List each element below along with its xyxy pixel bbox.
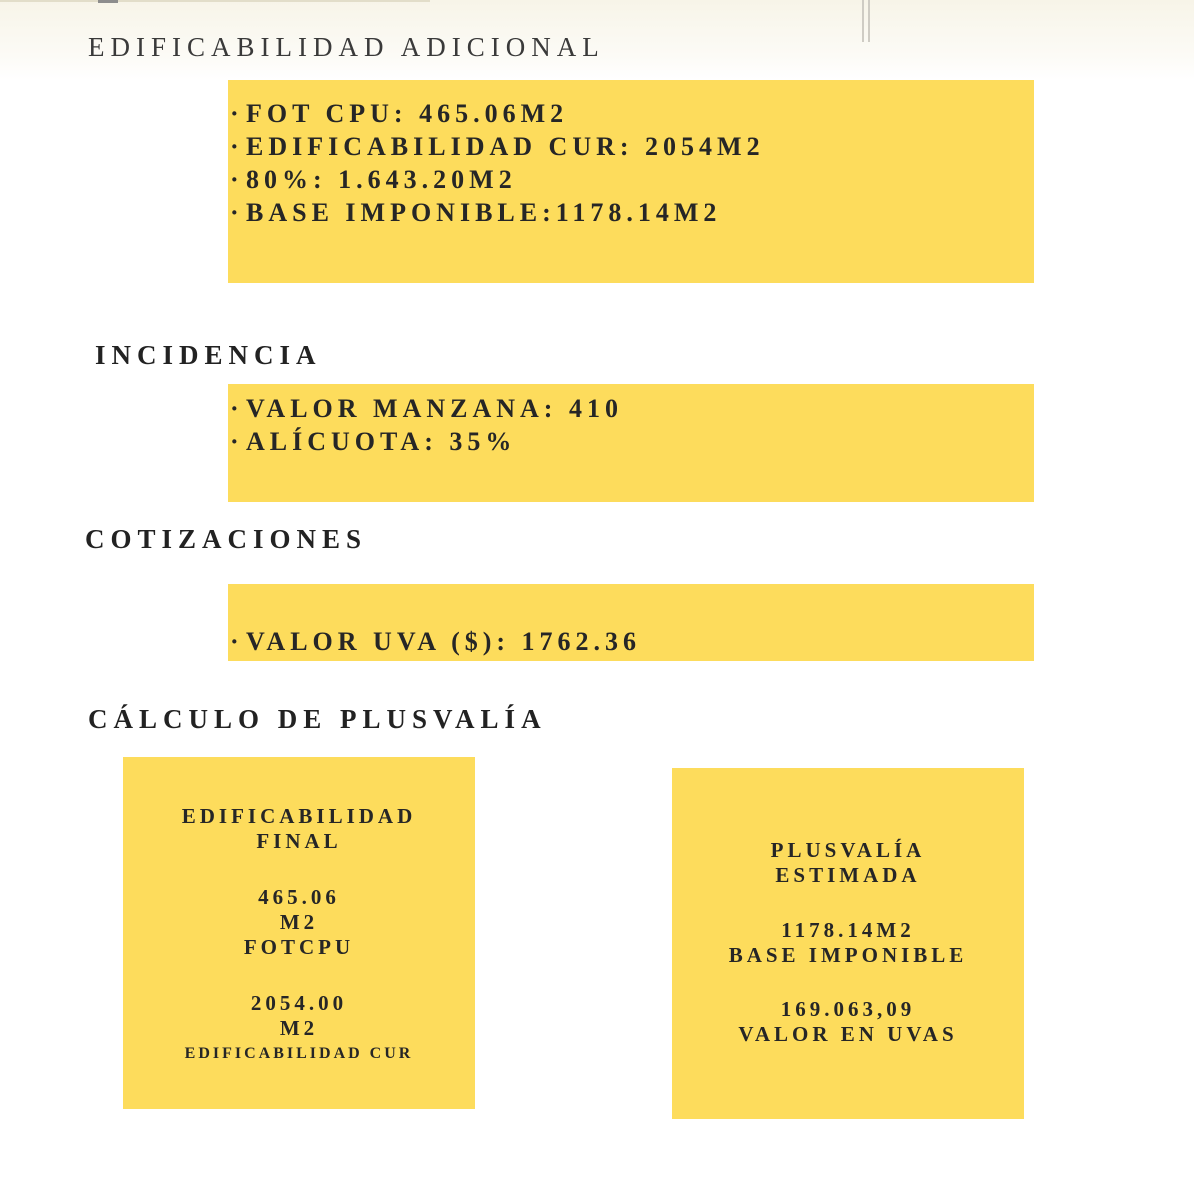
title-line: EDIFICABILIDAD <box>181 804 417 828</box>
valor-uvas-block <box>672 997 1024 1047</box>
base-imponible-value: 1178.14M2 <box>781 918 915 942</box>
heading-cotizaciones: COTIZACIONES <box>85 524 368 554</box>
edificabilidad-cur-block <box>123 991 475 1066</box>
list-item-valor-manzana <box>230 394 623 424</box>
item-text: VALOR MANZANA: 410 <box>246 394 623 423</box>
bullet: · <box>230 627 239 656</box>
title-line: PLUSVALÍA <box>770 838 926 862</box>
bullet: · <box>230 394 239 423</box>
edificabilidad-cur-label: EDIFICABILIDAD CUR <box>184 1045 414 1062</box>
item-text: 80%: 1.643.20M2 <box>246 165 517 194</box>
corner-mark <box>98 0 118 3</box>
edificabilidad-cur-unit: M2 <box>279 1016 319 1040</box>
title-line: FINAL <box>256 829 342 853</box>
item-text: VALOR UVA ($): 1762.36 <box>246 627 642 656</box>
fot-cpu-label: FOTCPU <box>243 935 355 959</box>
fot-cpu-unit: M2 <box>279 910 319 934</box>
heading-incidencia: INCIDENCIA <box>95 340 322 370</box>
vertical-divider-left <box>862 0 864 42</box>
list-item-alicuota <box>230 427 516 457</box>
item-text: FOT CPU: 465.06M2 <box>246 99 569 128</box>
item-text: ALÍCUOTA: 35% <box>246 427 517 456</box>
heading-calculo-plusvalia: CÁLCULO DE PLUSVALÍA <box>88 704 547 734</box>
bullet: · <box>230 427 239 456</box>
top-rule <box>0 0 430 2</box>
bullet: · <box>230 165 239 194</box>
fot-cpu-value: 465.06 <box>258 885 340 909</box>
plusvalia-estimada-title <box>672 838 1024 888</box>
base-imponible-label: BASE IMPONIBLE <box>728 943 968 967</box>
bullet: · <box>230 99 239 128</box>
item-text: BASE IMPONIBLE:1178.14M2 <box>246 198 722 227</box>
list-item-valor-uva <box>230 627 641 657</box>
valor-uvas-value: 169.063,09 <box>780 997 916 1021</box>
item-text: EDIFICABILIDAD CUR: 2054M2 <box>246 132 765 161</box>
list-item-80-percent <box>230 165 517 195</box>
edificabilidad-cur-value: 2054.00 <box>250 991 348 1015</box>
base-imponible-block <box>672 918 1024 968</box>
edificabilidad-final-title <box>123 804 475 854</box>
vertical-divider-right <box>868 0 870 42</box>
bullet: · <box>230 198 239 227</box>
list-item-edificabilidad-cur <box>230 132 765 162</box>
bullet: · <box>230 132 239 161</box>
list-item-base-imponible <box>230 198 721 228</box>
list-item-fot-cpu <box>230 99 568 129</box>
valor-uvas-label: VALOR EN UVAS <box>738 1022 958 1046</box>
fot-cpu-block <box>123 885 475 960</box>
heading-edificabilidad-adicional: EDIFICABILIDAD ADICIONAL <box>88 32 605 62</box>
title-line: ESTIMADA <box>775 863 921 887</box>
